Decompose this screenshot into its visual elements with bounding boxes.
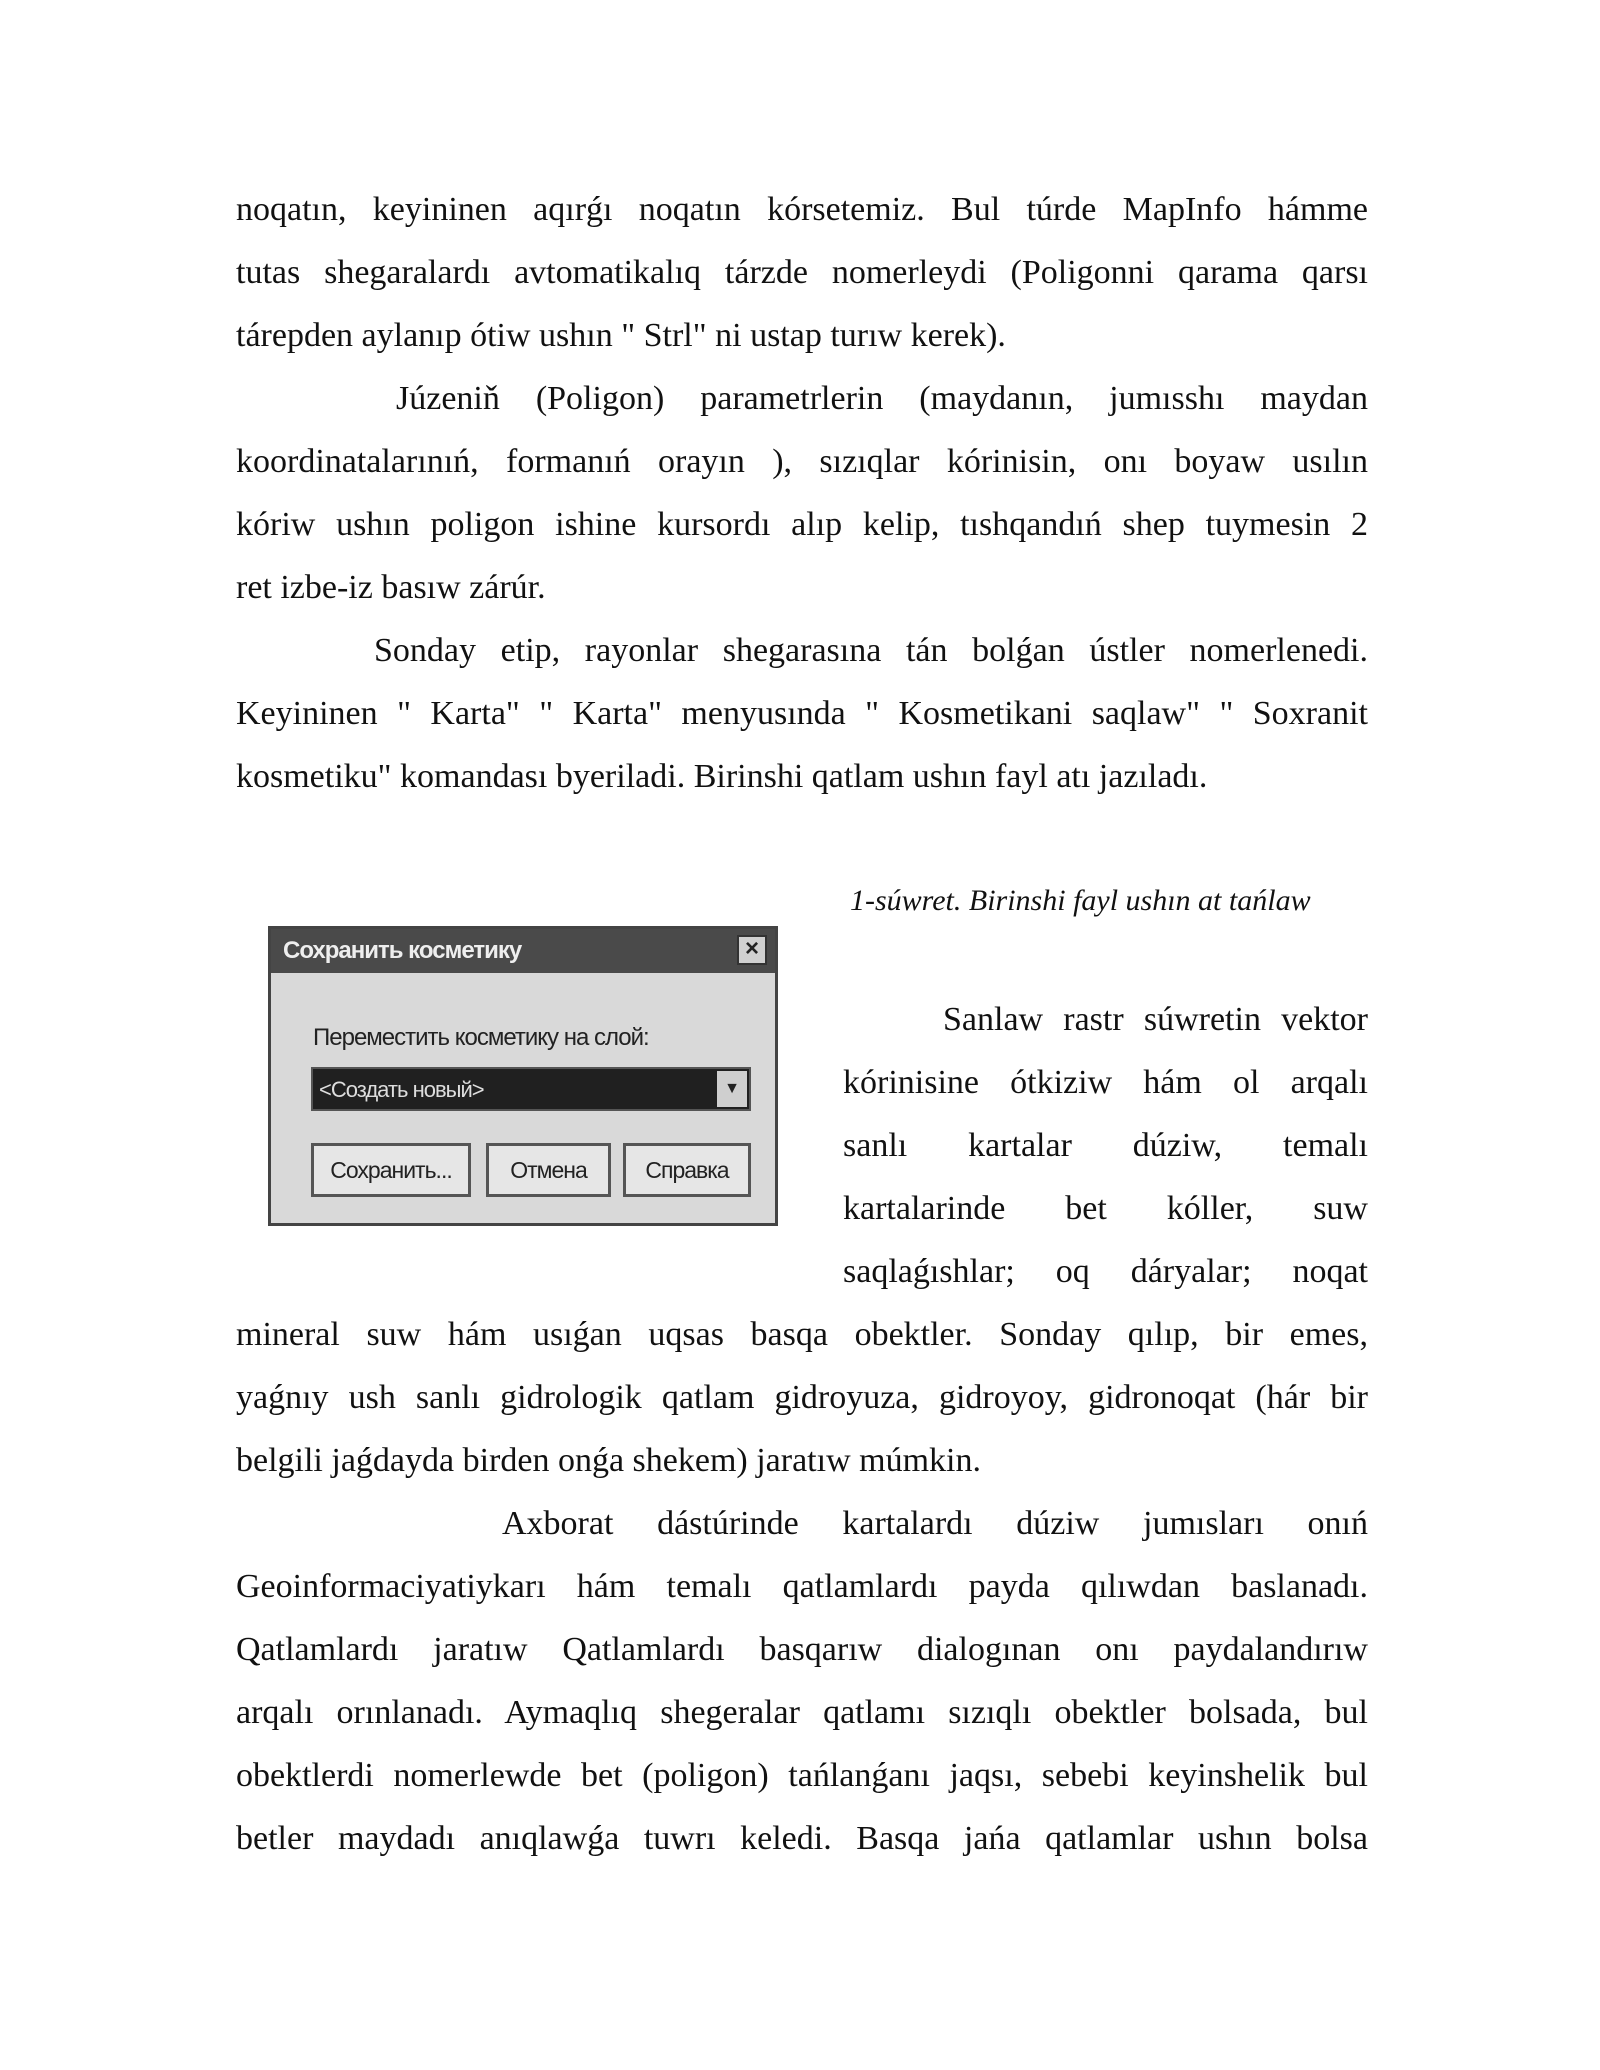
text-line: Axborat dástúrinde kartalardı dúziw jumısları onıń bbox=[502, 1505, 1368, 1542]
text-line: betler maydadı anıqlawǵa tuwrı keledi. Basqa jańa qatlamlar ushın bolsa bbox=[236, 1820, 1368, 1857]
save-button: Сохранить... bbox=[311, 1143, 471, 1197]
text-line: arqalı orınlanadı. Aymaqlıq shegeralar qatlamı sızıqlı obektler bolsada, bul bbox=[236, 1694, 1368, 1731]
paragraph-1 bbox=[236, 178, 1368, 367]
layer-select-value: <Создать новый> bbox=[319, 1077, 484, 1102]
chevron-down-icon: ▼ bbox=[717, 1071, 747, 1107]
text-line: yaǵnıy ush sanlı gidrologik qatlam gidroyuza, gidroyoy, gidronoqat (hár bir bbox=[236, 1379, 1368, 1416]
text-line: saqlaǵıshlar; oq dáryalar; noqat bbox=[843, 1253, 1368, 1290]
paragraph-4-wrap bbox=[843, 988, 1368, 1303]
paragraph-5 bbox=[236, 1492, 1368, 1870]
save-cosmetic-dialog-figure bbox=[268, 926, 778, 1226]
figure-caption: 1-súwret. Birinshi fayl ushın at tańlaw bbox=[850, 884, 1311, 917]
paragraph-3 bbox=[236, 619, 1368, 808]
cancel-button: Отмена bbox=[486, 1143, 611, 1197]
text-line: mineral suw hám usıǵan uqsas basqa obektler. Sonday qılıp, bir emes, bbox=[236, 1316, 1368, 1353]
text-line: koordinatalarınıń, formanıń orayın ), sızıqlar kórinisin, onı boyaw usılın bbox=[236, 443, 1368, 480]
text-line: noqatın, keyininen aqırǵı noqatın kórsetemiz. Bul túrde MapInfo hámme bbox=[236, 191, 1368, 228]
layer-select bbox=[311, 1067, 751, 1111]
text-line: Sanlaw rastr súwretin vektor bbox=[943, 1001, 1368, 1038]
text-line: Keyininen " Karta" " Karta" menyusında " Kosmetikani saqlaw" " Soxranit bbox=[236, 695, 1368, 732]
text-line: kórinisine ótkiziw hám ol arqalı bbox=[843, 1064, 1368, 1101]
paragraph-2 bbox=[236, 367, 1368, 619]
text-line: ret izbe-iz basıw zárúr. bbox=[236, 569, 546, 606]
text-line: kóriw ushın poligon ishine kursordı alıp kelip, tıshqandıń shep tuymesin 2 bbox=[236, 506, 1368, 543]
text-line: belgili jaǵdayda birden onǵa shekem) jaratıw múmkin. bbox=[236, 1442, 981, 1479]
paragraph-4 bbox=[236, 1303, 1368, 1492]
text-line: tutas shegaralardı avtomatikalıq tárzde nomerleydi (Poligonni qarama qarsı bbox=[236, 254, 1368, 291]
dialog-title: Сохранить косметику bbox=[283, 937, 522, 964]
text-line: tárepden aylanıp ótiw ushın " Strl" ni ustap turıw kerek). bbox=[236, 317, 1006, 354]
dialog-layer-label: Переместить косметику на слой: bbox=[313, 1024, 649, 1051]
text-line: sanlı kartalar dúziw, temalı bbox=[843, 1127, 1368, 1164]
text-line: kartalarinde bet kóller, suw bbox=[843, 1190, 1368, 1227]
text-line: obektlerdi nomerlewde bet (poligon) tańlanǵanı jaqsı, sebebi keyinshelik bul bbox=[236, 1757, 1368, 1794]
text-line: kosmetiku" komandası byeriladi. Birinshi qatlam ushın fayl atı jazıladı. bbox=[236, 758, 1208, 795]
text-line: Júzeniň (Poligon) parametrlerin (maydanın, jumısshı maydan bbox=[396, 380, 1368, 417]
dialog-title-bar bbox=[271, 929, 775, 973]
text-line: Qatlamlardı jaratıw Qatlamlardı basqarıw dialogınan onı paydalandırıw bbox=[236, 1631, 1368, 1668]
close-icon: × bbox=[737, 935, 767, 965]
text-line: Sonday etip, rayonlar shegarasına tán bolǵan ústler nomerlenedi. bbox=[374, 632, 1368, 669]
help-button: Справка bbox=[623, 1143, 751, 1197]
text-line: Geoinformaciyatiykarı hám temalı qatlamlardı payda qılıwdan baslanadı. bbox=[236, 1568, 1368, 1605]
